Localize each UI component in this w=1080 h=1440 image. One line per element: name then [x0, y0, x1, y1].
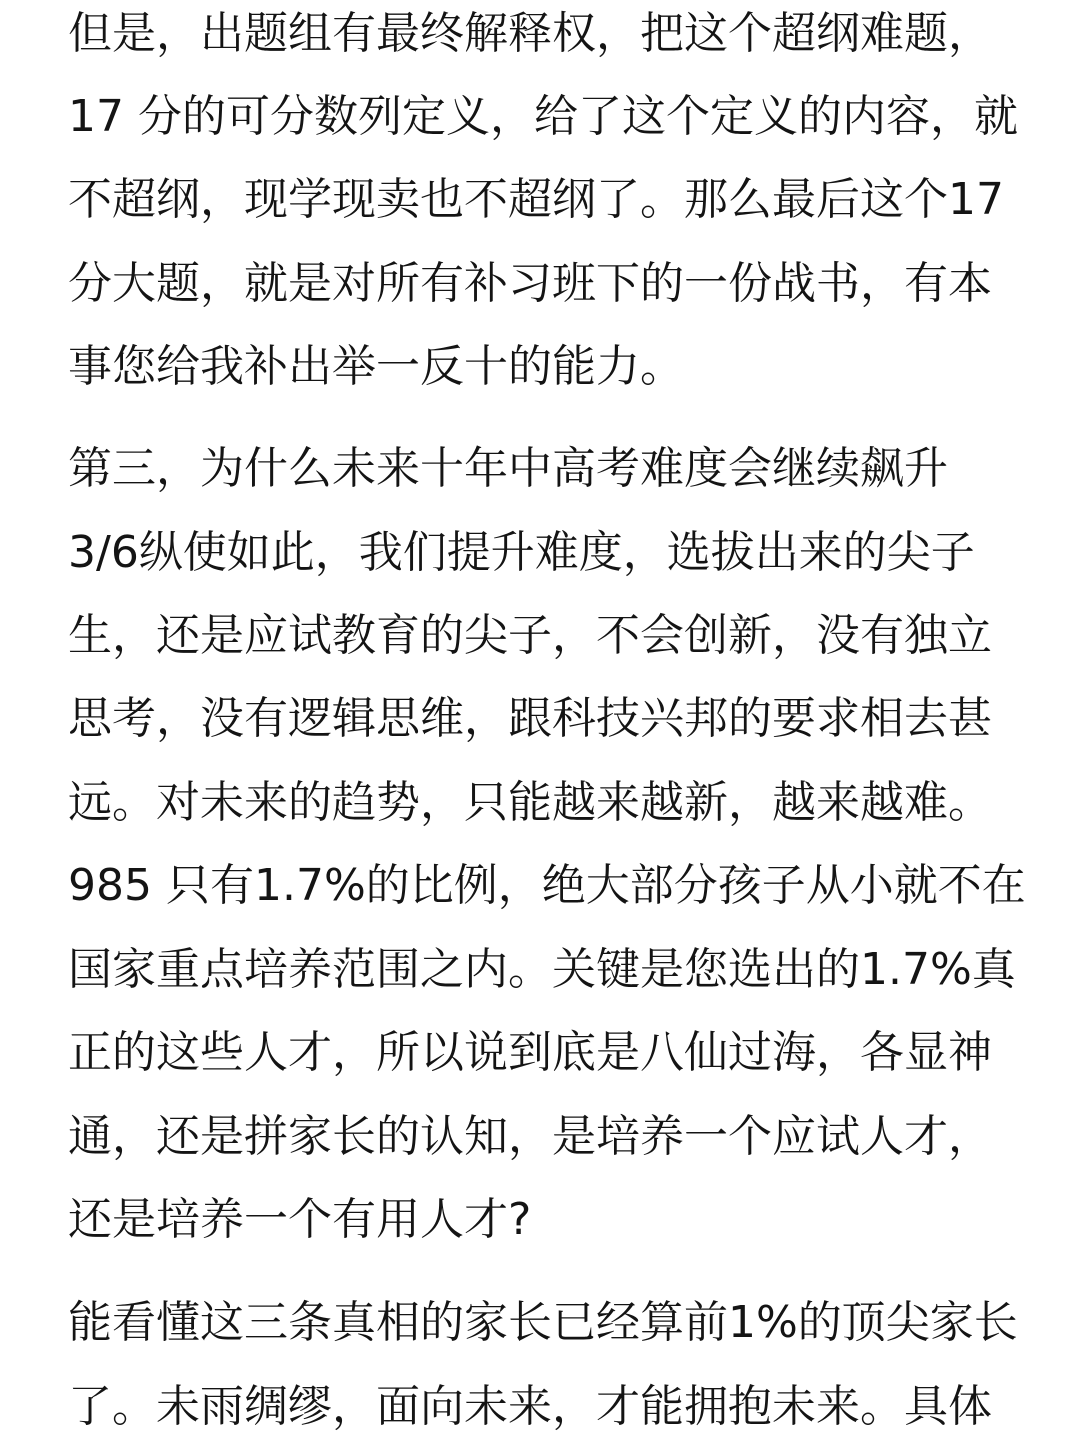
- text-line: 3/6纵使如此，我们提升难度，选拔出来的尖子: [68, 527, 975, 578]
- text-line: 生，还是应试教育的尖子，不会创新，没有独立: [68, 610, 992, 661]
- text-line: 事您给我补出举一反十的能力。: [68, 341, 684, 392]
- text-line: 但是，出题组有最终解释权，把这个超纲难题，: [68, 8, 992, 59]
- text-line: 通，还是拼家长的认知，是培养一个应试人才，: [68, 1111, 992, 1162]
- text-line: 还是培养一个有用人才?: [68, 1194, 532, 1245]
- text-line: 17 分的可分数列定义，给了这个定义的内容，就: [68, 91, 1018, 142]
- text-line: 第三，为什么未来十年中高考难度会继续飙升: [68, 443, 948, 494]
- text-line: 能看懂这三条真相的家长已经算前1%的顶尖家长: [68, 1297, 1018, 1348]
- text-line: 分大题，就是对所有补习班下的一份战书，有本: [68, 258, 992, 309]
- text-line: 了。未雨绸缪，面向未来，才能拥抱未来。具体: [68, 1381, 992, 1432]
- text-line: 远。对未来的趋势，只能越来越新，越来越难。: [68, 777, 992, 828]
- text-line: 正的这些人才，所以说到底是八仙过海，各显神: [68, 1027, 992, 1078]
- text-line: 不超纲，现学现卖也不超纲了。那么最后这个17: [68, 174, 1004, 225]
- text-line: 国家重点培养范围之内。关键是您选出的1.7%真: [68, 944, 1016, 995]
- text-line: 985 只有1.7%的比例，绝大部分孩子从小就不在: [68, 860, 1026, 911]
- text-line: 思考，没有逻辑思维，跟科技兴邦的要求相去甚: [68, 693, 992, 744]
